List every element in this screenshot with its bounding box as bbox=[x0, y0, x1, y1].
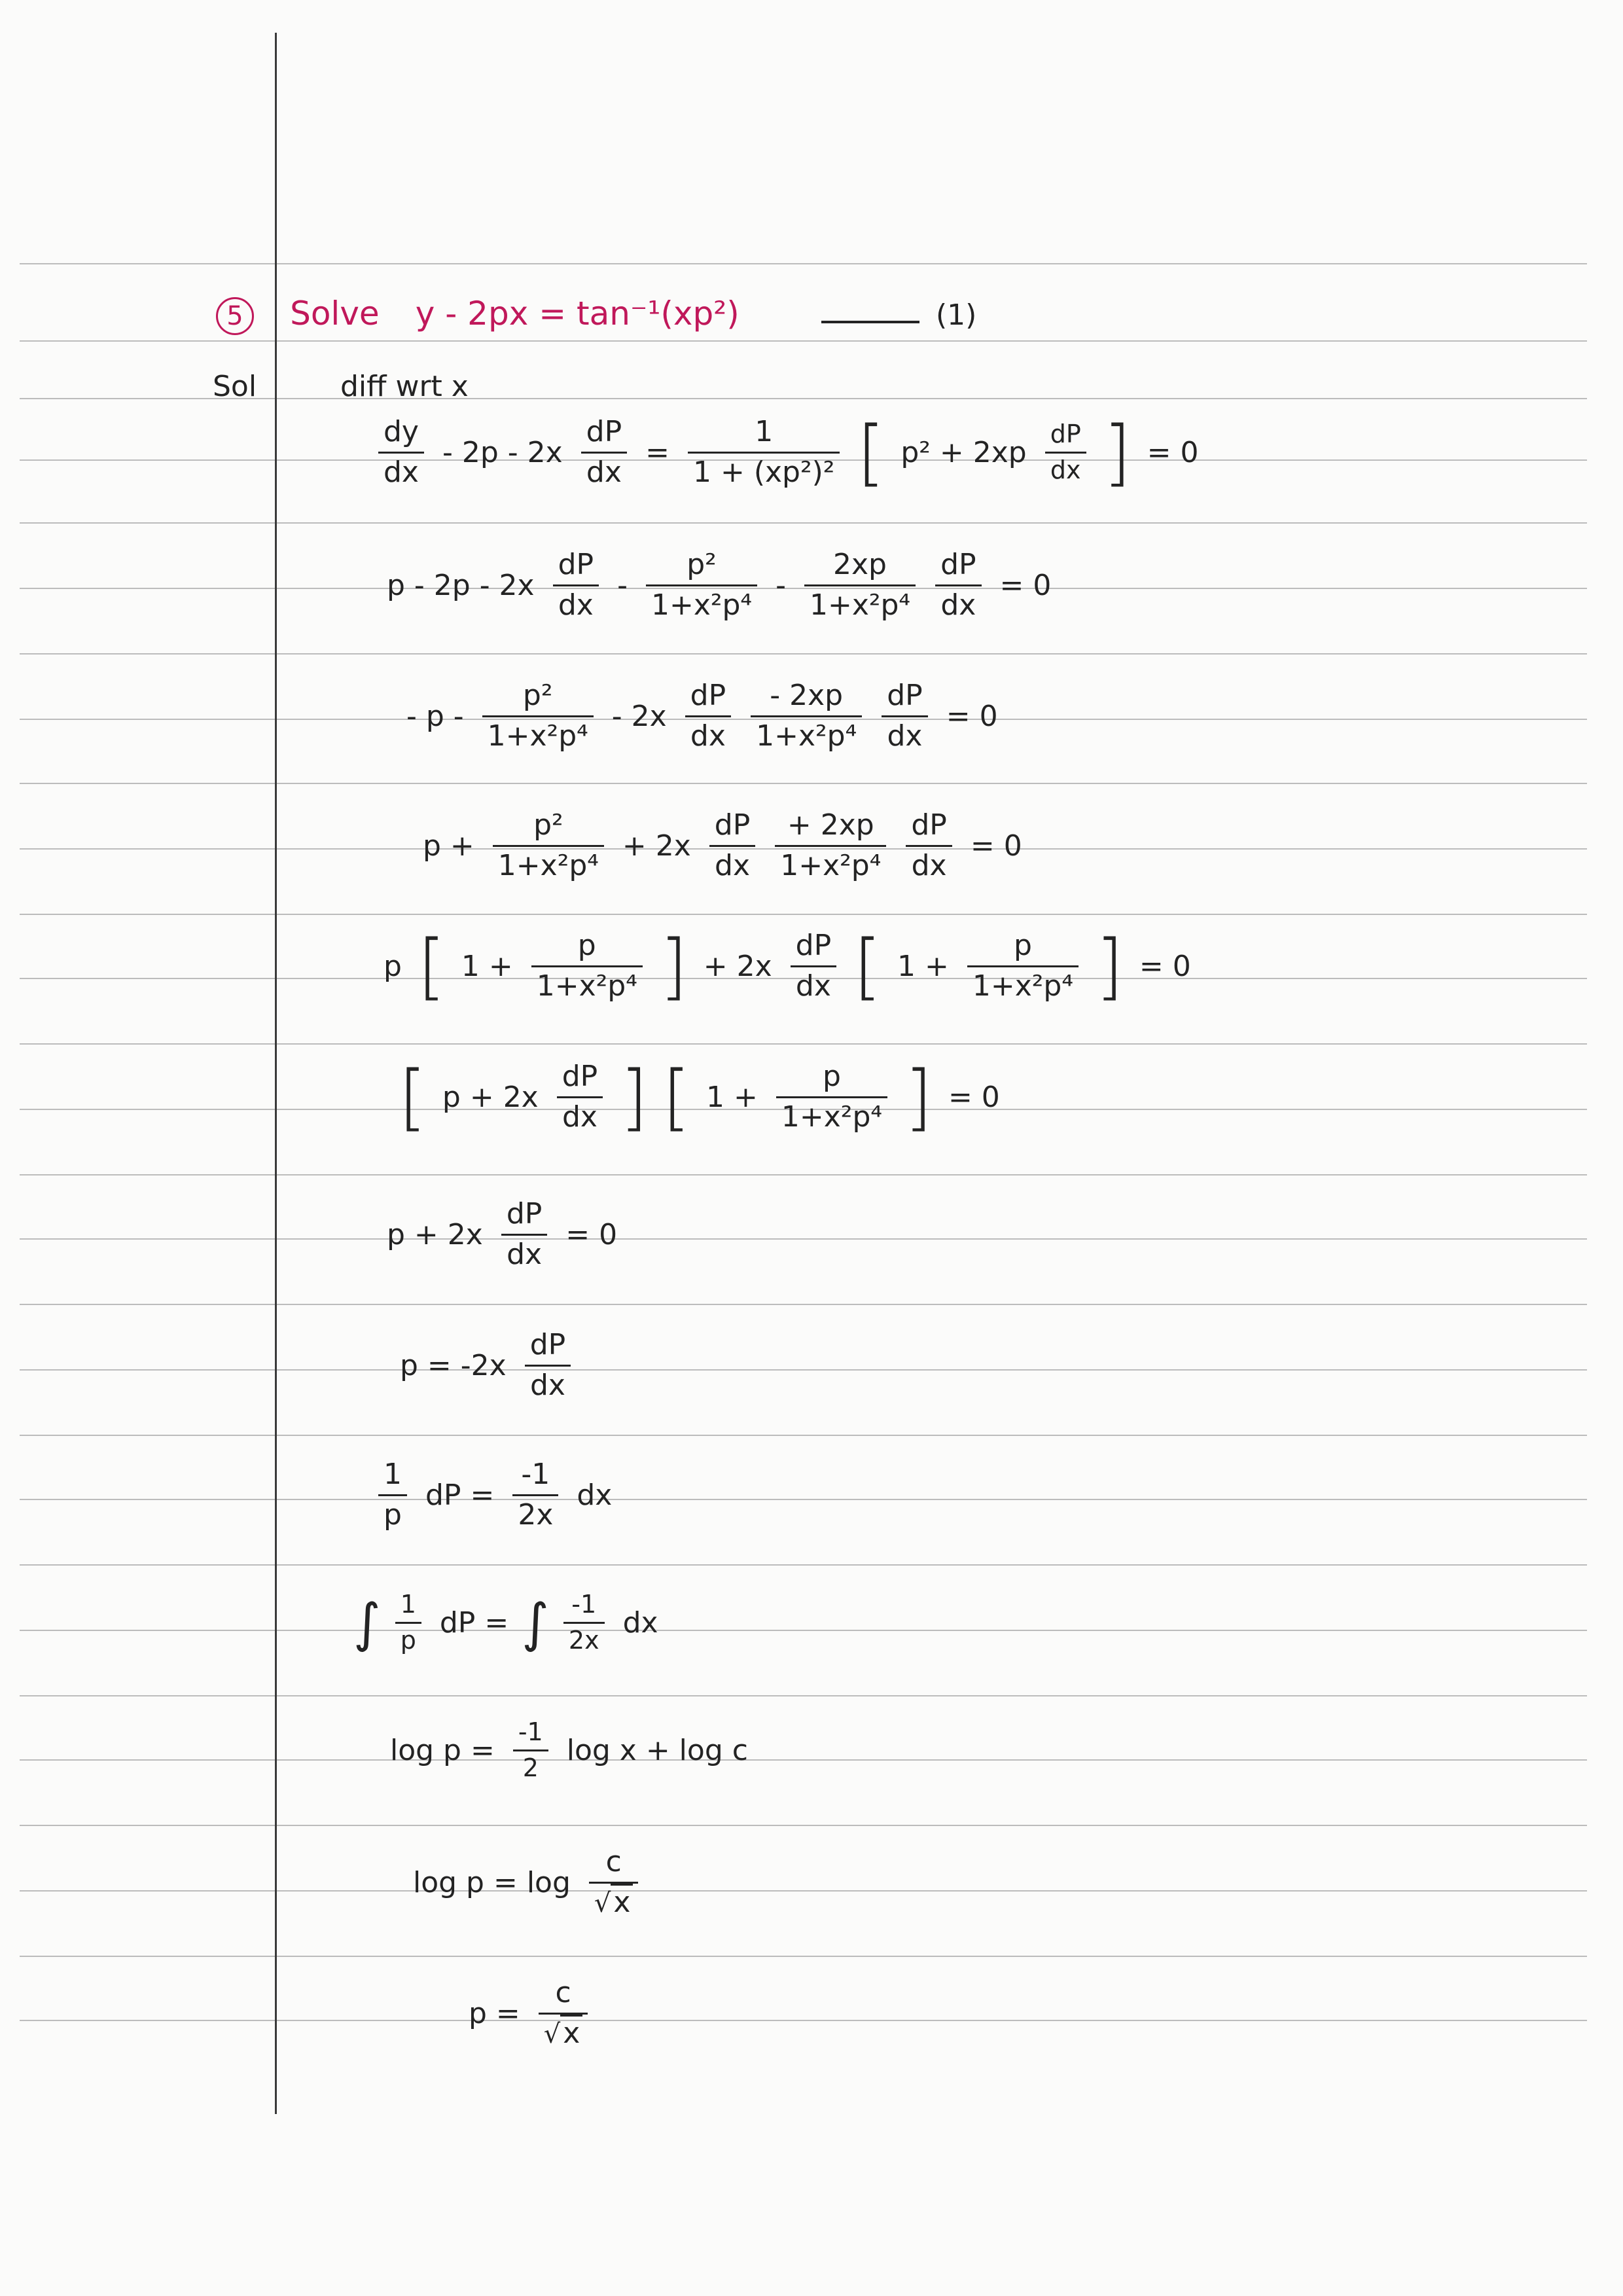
ruled-line bbox=[20, 1174, 1587, 1175]
step-4: p + $\frac{\text{p²}}{\text{1+x²p⁴}}$ + 2x $\frac{dP}{dx}$ $\frac{+ 2xp}{\text{1+x²p⁴}}$ $\frac{dP}{dx}$ = 0 bbox=[423, 808, 1022, 882]
ruled-line bbox=[20, 1890, 1587, 1892]
sqrt-sign: √ bbox=[594, 1888, 611, 1918]
integral-sign: ∫ bbox=[353, 1592, 381, 1653]
step-6: [ p + 2x $\frac{dP}{dx}$ ] [ 1 + $\frac{p}{\text{1+x²p⁴}}$ ] = 0 bbox=[399, 1055, 1000, 1139]
problem-equation: y - 2px = tan⁻¹(xp²) bbox=[415, 295, 740, 332]
ruled-line bbox=[20, 653, 1587, 655]
step-2: p - 2p - 2x $\frac{dP}{dx}$ - $\frac{\text{p²}}{\text{1+x²p⁴}}$ - $\frac{2xp}{\text{1+x²p⁴}}$ $\frac{dP}{dx}$ = 0 bbox=[387, 548, 1052, 622]
ruled-line bbox=[20, 2020, 1587, 2021]
frac-dy-dx: $\frac{dy}{dx}$ bbox=[378, 416, 424, 489]
ruled-line bbox=[20, 263, 1587, 264]
step-8: p = -2x $\frac{dP}{dx}$ bbox=[396, 1329, 576, 1402]
frac-dp-dx: $\frac{dP}{dx}$ bbox=[581, 416, 627, 489]
step-10: ∫ $\frac{1}{p}$ dP = ∫ $\frac{-1}{2x}$ dx bbox=[353, 1590, 658, 1655]
integral-sign: ∫ bbox=[522, 1592, 549, 1653]
ruled-line bbox=[20, 1759, 1587, 1761]
ruled-line bbox=[20, 522, 1587, 524]
step-7: p + 2x $\frac{dP}{dx}$ = 0 bbox=[387, 1197, 618, 1271]
frac-dp-dx: $\frac{dP}{dx}$ bbox=[1045, 420, 1086, 484]
ruled-line bbox=[20, 1564, 1587, 1566]
step-5: p [ 1 + $\frac{p}{\text{1+x²p⁴}}$ ] + 2x $\frac{dP}{dx}$ [ 1 + $\frac{p}{\text{1+x²p⁴}}$ ] = 0 bbox=[383, 924, 1191, 1009]
step-1: $\frac{dy}{dx}$ - 2p - 2x $\frac{dP}{dx}$ = $\frac{1}{\text{1 + (xp²)²}}$ [ p² + 2xp $\frac{dP}{dx}$ ] = 0 bbox=[373, 416, 1203, 489]
ruled-line bbox=[20, 1499, 1587, 1500]
equation-tag: (1) bbox=[935, 298, 977, 332]
ruled-line bbox=[20, 1825, 1587, 1826]
problem-number: 5 bbox=[216, 297, 254, 335]
step-9: $\frac{1}{p}$ dP = $\frac{-1}{2x}$ dx bbox=[373, 1458, 616, 1532]
solution-label: Sol bbox=[213, 370, 257, 403]
ruled-line bbox=[20, 340, 1587, 342]
ruled-line bbox=[20, 1043, 1587, 1045]
sqrt-sign: √ bbox=[543, 2018, 561, 2049]
equation-dash bbox=[821, 321, 919, 323]
step-3: - p - $\frac{\text{p²}}{\text{1+x²p⁴}}$ - 2x $\frac{dP}{dx}$ $\frac{- 2xp}{\text{1+x²p⁴}}$ $\frac{dP}{dx}$ = 0 bbox=[406, 679, 998, 753]
step-11: log p = $\frac{-1}{2}$ log x + log c bbox=[390, 1717, 748, 1782]
problem-header bbox=[216, 295, 976, 335]
step-diff-wrt-x: diff wrt x bbox=[340, 370, 469, 403]
ruled-line bbox=[20, 1956, 1587, 1957]
step-13: p = $\frac{c}{√x}$ bbox=[465, 1977, 593, 2050]
frac-inverse: $\frac{1}{\text{1 + (xp²)²}}$ bbox=[688, 416, 840, 489]
ruled-line bbox=[20, 1304, 1587, 1305]
ruled-line bbox=[20, 783, 1587, 784]
ruled-line bbox=[20, 914, 1587, 915]
ruled-line bbox=[20, 1630, 1587, 1631]
ruled-line bbox=[20, 1435, 1587, 1436]
solve-word: Solve bbox=[290, 295, 380, 332]
step-12: log p = log $\frac{c}{√x}$ bbox=[409, 1846, 643, 1919]
ruled-line bbox=[20, 1695, 1587, 1696]
ruled-line bbox=[20, 1369, 1587, 1371]
margin-line bbox=[275, 33, 277, 2114]
ruled-line bbox=[20, 1238, 1587, 1240]
